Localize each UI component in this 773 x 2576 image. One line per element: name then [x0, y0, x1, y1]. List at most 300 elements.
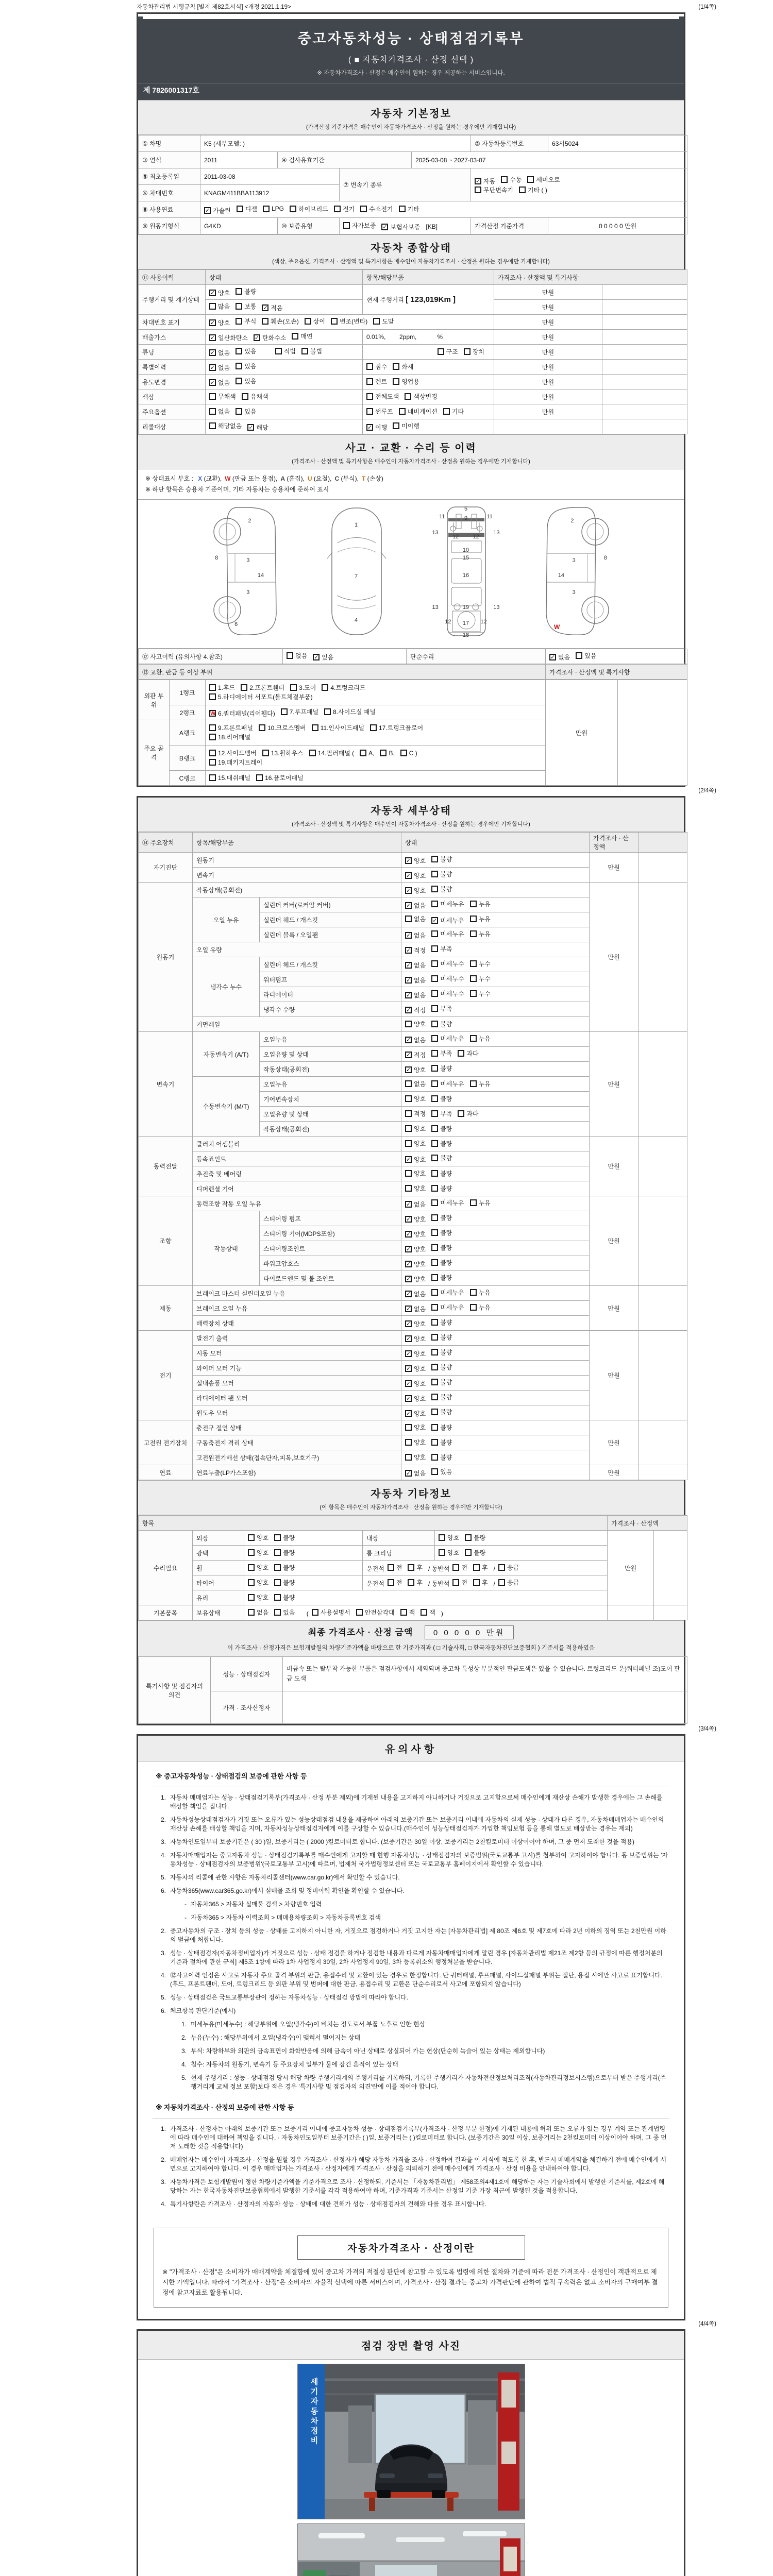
checkbox-empty-icon[interactable] [465, 1549, 472, 1556]
checkbox-empty-icon[interactable] [470, 916, 477, 922]
checkbox-checked-icon[interactable]: ✓ [210, 350, 215, 356]
checkbox-empty-icon[interactable] [366, 378, 373, 385]
checkbox-option[interactable] [324, 707, 376, 716]
checkbox-empty-icon[interactable] [366, 363, 373, 370]
checkbox-option[interactable] [431, 1258, 452, 1267]
checkbox-option[interactable] [405, 886, 426, 895]
checkbox-option[interactable] [405, 1050, 426, 1059]
checkbox-checked-icon[interactable]: ✓ [406, 888, 411, 894]
checkbox-option[interactable] [431, 1169, 452, 1178]
checkbox-option[interactable] [405, 991, 426, 999]
checkbox-empty-icon[interactable] [431, 1110, 438, 1117]
checkbox-empty-icon[interactable] [366, 408, 373, 415]
checkbox-option[interactable] [498, 1578, 519, 1587]
checkbox-option[interactable] [393, 421, 419, 430]
checkbox-empty-icon[interactable] [431, 1035, 438, 1042]
checkbox-option[interactable] [275, 347, 296, 355]
checkbox-empty-icon[interactable] [388, 1579, 394, 1586]
checkbox-option[interactable] [209, 749, 257, 757]
checkbox-option[interactable] [209, 723, 253, 732]
checkbox-option[interactable] [366, 377, 387, 386]
checkbox-option[interactable] [380, 750, 394, 757]
checkbox-empty-icon[interactable] [405, 1080, 412, 1087]
checkbox-option[interactable] [465, 1548, 485, 1557]
checkbox-option[interactable] [343, 221, 376, 230]
checkbox-option[interactable] [366, 392, 399, 401]
checkbox-option[interactable] [431, 1408, 452, 1416]
checkbox-option[interactable] [431, 1288, 464, 1297]
checkbox-option[interactable] [431, 1004, 452, 1013]
checkbox-empty-icon[interactable] [576, 652, 582, 659]
checkbox-option[interactable] [312, 1608, 350, 1617]
checkbox-empty-icon[interactable] [431, 1439, 438, 1446]
checkbox-option[interactable] [254, 333, 286, 342]
checkbox-option[interactable] [405, 392, 437, 401]
checkbox-option[interactable] [209, 733, 250, 741]
checkbox-option[interactable] [431, 1064, 452, 1073]
checkbox-empty-icon[interactable] [248, 1579, 255, 1586]
checkbox-empty-icon[interactable] [236, 363, 242, 369]
checkbox-empty-icon[interactable] [475, 187, 481, 193]
checkbox-option[interactable] [431, 959, 464, 968]
checkbox-option[interactable] [381, 223, 420, 231]
checkbox-option[interactable] [431, 1318, 452, 1327]
checkbox-option[interactable] [549, 653, 570, 662]
checkbox-option[interactable] [236, 287, 256, 296]
checkbox-checked-icon[interactable]: ✓ [550, 654, 556, 660]
checkbox-option[interactable] [452, 1578, 467, 1587]
checkbox-option[interactable] [301, 347, 322, 355]
checkbox-empty-icon[interactable] [405, 393, 411, 400]
checkbox-empty-icon[interactable] [274, 1594, 281, 1601]
checkbox-empty-icon[interactable] [431, 1214, 438, 1221]
checkbox-empty-icon[interactable] [281, 708, 288, 715]
checkbox-option[interactable] [313, 653, 333, 662]
checkbox-option[interactable] [431, 1198, 464, 1207]
checkbox-option[interactable] [470, 959, 491, 968]
checkbox-option[interactable] [334, 205, 355, 213]
checkbox-option[interactable] [431, 1154, 452, 1162]
checkbox-checked-icon[interactable]: ✓ [406, 1216, 411, 1223]
checkbox-option[interactable] [470, 914, 491, 923]
checkbox-empty-icon[interactable] [431, 945, 438, 952]
checkbox-option[interactable] [470, 1288, 491, 1297]
checkbox-option[interactable] [209, 758, 262, 767]
checkbox-empty-icon[interactable] [322, 684, 328, 691]
checkbox-empty-icon[interactable] [274, 1609, 281, 1616]
checkbox-option[interactable] [241, 683, 284, 692]
checkbox-empty-icon[interactable] [248, 1564, 255, 1571]
checkbox-option[interactable] [475, 185, 513, 194]
checkbox-option[interactable] [405, 1139, 426, 1148]
checkbox-empty-icon[interactable] [470, 1035, 477, 1042]
checkbox-option[interactable] [470, 929, 491, 938]
checkbox-empty-icon[interactable] [458, 1050, 464, 1057]
checkbox-empty-icon[interactable] [452, 1579, 459, 1586]
checkbox-empty-icon[interactable] [237, 206, 243, 212]
checkbox-empty-icon[interactable] [209, 408, 216, 415]
checkbox-empty-icon[interactable] [366, 393, 373, 400]
checkbox-empty-icon[interactable] [259, 724, 265, 731]
checkbox-empty-icon[interactable] [305, 318, 311, 325]
checkbox-checked-icon[interactable]: ✓ [406, 1381, 411, 1387]
checkbox-empty-icon[interactable] [431, 930, 438, 937]
checkbox-checked-icon[interactable]: ✓ [406, 1037, 411, 1043]
checkbox-empty-icon[interactable] [405, 1140, 412, 1147]
checkbox-empty-icon[interactable] [408, 1564, 414, 1571]
checkbox-option[interactable] [405, 901, 426, 910]
checkbox-empty-icon[interactable] [248, 1534, 255, 1541]
checkbox-checked-icon[interactable]: ✓ [210, 365, 215, 371]
checkbox-empty-icon[interactable] [405, 1424, 412, 1431]
checkbox-option[interactable] [431, 1049, 452, 1058]
checkbox-empty-icon[interactable] [431, 1005, 438, 1012]
checkbox-checked-icon[interactable]: ✓ [367, 425, 373, 431]
checkbox-empty-icon[interactable] [431, 1244, 438, 1251]
checkbox-option[interactable] [405, 961, 426, 970]
checkbox-option[interactable] [209, 709, 275, 718]
checkbox-checked-icon[interactable]: ✓ [406, 1336, 411, 1342]
checkbox-empty-icon[interactable] [263, 206, 270, 212]
checkbox-option[interactable] [356, 1608, 395, 1617]
checkbox-checked-icon[interactable]: ✓ [248, 425, 254, 431]
checkbox-checked-icon[interactable]: ✓ [406, 1157, 411, 1163]
checkbox-option[interactable] [405, 1453, 426, 1462]
checkbox-empty-icon[interactable] [209, 303, 216, 310]
checkbox-option[interactable] [408, 1563, 423, 1572]
checkbox-option[interactable] [405, 1245, 426, 1253]
checkbox-empty-icon[interactable] [292, 333, 298, 340]
checkbox-option[interactable] [405, 1184, 426, 1193]
checkbox-empty-icon[interactable] [290, 206, 296, 212]
checkbox-empty-icon[interactable] [431, 1289, 438, 1296]
checkbox-empty-icon[interactable] [527, 176, 534, 183]
checkbox-checked-icon[interactable]: ✓ [406, 1201, 411, 1208]
checkbox-option[interactable] [470, 989, 491, 998]
checkbox-option[interactable] [431, 1467, 452, 1476]
checkbox-option[interactable] [373, 317, 394, 326]
checkbox-empty-icon[interactable] [209, 750, 216, 756]
checkbox-checked-icon[interactable]: ✓ [406, 873, 411, 879]
checkbox-option[interactable] [248, 1593, 268, 1602]
checkbox-option[interactable] [400, 1608, 415, 1617]
checkbox-option[interactable] [458, 1049, 478, 1058]
checkbox-option[interactable] [475, 177, 495, 185]
checkbox-checked-icon[interactable]: ✓ [406, 858, 411, 864]
checkbox-option[interactable] [236, 317, 256, 326]
checkbox-option[interactable] [405, 1230, 426, 1239]
checkbox-checked-icon[interactable]: ✓ [382, 224, 388, 230]
checkbox-empty-icon[interactable] [431, 1409, 438, 1415]
checkbox-option[interactable] [405, 1423, 426, 1432]
checkbox-option[interactable] [439, 1548, 459, 1557]
checkbox-option[interactable] [209, 333, 248, 342]
checkbox-option[interactable] [431, 1094, 452, 1103]
checkbox-option[interactable] [281, 707, 318, 716]
checkbox-empty-icon[interactable] [470, 960, 477, 967]
checkbox-option[interactable] [405, 1079, 426, 1088]
checkbox-empty-icon[interactable] [256, 774, 263, 781]
checkbox-option[interactable] [247, 423, 268, 432]
checkbox-empty-icon[interactable] [248, 1594, 255, 1601]
checkbox-empty-icon[interactable] [431, 871, 438, 877]
checkbox-empty-icon[interactable] [443, 408, 450, 415]
checkbox-option[interactable] [274, 1608, 295, 1617]
checkbox-option[interactable] [209, 692, 313, 701]
checkbox-option[interactable] [399, 407, 438, 416]
checkbox-empty-icon[interactable] [405, 1110, 412, 1117]
checkbox-option[interactable] [438, 347, 458, 356]
checkbox-checked-icon[interactable]: ✓ [406, 933, 411, 939]
checkbox-option[interactable] [331, 317, 367, 326]
checkbox-option[interactable] [431, 916, 464, 925]
checkbox-option[interactable] [431, 1378, 452, 1386]
checkbox-empty-icon[interactable] [356, 1609, 363, 1616]
checkbox-empty-icon[interactable] [262, 750, 269, 756]
checkbox-empty-icon[interactable] [431, 856, 438, 862]
checkbox-option[interactable] [274, 1563, 295, 1572]
checkbox-checked-icon[interactable]: ✓ [314, 654, 319, 660]
checkbox-checked-icon[interactable]: ✓ [254, 335, 260, 341]
checkbox-option[interactable] [439, 1533, 459, 1542]
checkbox-option[interactable] [431, 870, 452, 878]
checkbox-option[interactable] [393, 362, 413, 371]
checkbox-empty-icon[interactable] [274, 1579, 281, 1586]
checkbox-empty-icon[interactable] [431, 1259, 438, 1266]
checkbox-option[interactable] [405, 1215, 426, 1224]
checkbox-option[interactable] [309, 749, 354, 757]
checkbox-empty-icon[interactable] [431, 960, 438, 967]
checkbox-empty-icon[interactable] [438, 348, 444, 355]
checkbox-option[interactable] [248, 1578, 268, 1587]
checkbox-option[interactable] [209, 407, 230, 416]
checkbox-empty-icon[interactable] [236, 378, 242, 384]
checkbox-empty-icon[interactable] [431, 1424, 438, 1431]
checkbox-empty-icon[interactable] [360, 206, 367, 212]
checkbox-empty-icon[interactable] [248, 1609, 255, 1616]
checkbox-empty-icon[interactable] [431, 975, 438, 982]
checkbox-checked-icon[interactable]: ✓ [406, 1052, 411, 1058]
checkbox-option[interactable] [287, 651, 307, 660]
checkbox-checked-icon[interactable]: ✓ [205, 207, 210, 214]
checkbox-option[interactable] [405, 1006, 426, 1014]
checkbox-option[interactable] [236, 302, 256, 311]
checkbox-checked-icon[interactable]: ✓ [476, 178, 481, 184]
checkbox-empty-icon[interactable] [431, 1364, 438, 1370]
checkbox-empty-icon[interactable] [236, 318, 242, 325]
checkbox-empty-icon[interactable] [470, 901, 477, 907]
checkbox-empty-icon[interactable] [301, 348, 308, 354]
checkbox-empty-icon[interactable] [393, 363, 399, 370]
checkbox-empty-icon[interactable] [470, 1304, 477, 1311]
checkbox-empty-icon[interactable] [431, 1349, 438, 1355]
checkbox-empty-icon[interactable] [275, 348, 282, 354]
checkbox-option[interactable] [204, 206, 231, 215]
checkbox-option[interactable] [405, 1036, 426, 1044]
checkbox-empty-icon[interactable] [431, 886, 438, 892]
checkbox-option[interactable] [431, 1333, 452, 1342]
checkbox-checked-icon[interactable]: ✓ [406, 1306, 411, 1312]
checkbox-option[interactable] [405, 1349, 426, 1358]
checkbox-option[interactable] [470, 1034, 491, 1043]
checkbox-option[interactable] [405, 1304, 426, 1313]
checkbox-option[interactable] [388, 1578, 402, 1587]
checkbox-empty-icon[interactable] [439, 1549, 445, 1556]
checkbox-option[interactable] [405, 976, 426, 985]
checkbox-option[interactable] [370, 723, 423, 732]
checkbox-empty-icon[interactable] [498, 1564, 505, 1571]
checkbox-option[interactable] [408, 1578, 423, 1587]
checkbox-checked-icon[interactable]: ✓ [406, 1067, 411, 1073]
checkbox-empty-icon[interactable] [262, 318, 268, 325]
checkbox-option[interactable] [405, 914, 426, 923]
checkbox-option[interactable] [366, 423, 387, 432]
checkbox-empty-icon[interactable] [421, 1609, 427, 1616]
checkbox-option[interactable] [312, 723, 364, 732]
checkbox-option[interactable] [431, 929, 464, 938]
checkbox-empty-icon[interactable] [431, 1379, 438, 1385]
checkbox-option[interactable] [470, 974, 491, 983]
checkbox-empty-icon[interactable] [241, 684, 247, 691]
checkbox-option[interactable] [431, 1393, 452, 1401]
checkbox-empty-icon[interactable] [405, 1454, 412, 1461]
checkbox-option[interactable] [473, 1578, 488, 1587]
checkbox-empty-icon[interactable] [431, 1095, 438, 1102]
checkbox-empty-icon[interactable] [439, 1534, 445, 1541]
checkbox-empty-icon[interactable] [408, 1579, 414, 1586]
checkbox-empty-icon[interactable] [473, 1579, 480, 1586]
checkbox-option[interactable] [431, 1438, 452, 1447]
checkbox-option[interactable] [576, 651, 596, 660]
checkbox-empty-icon[interactable] [431, 1229, 438, 1236]
checkbox-checked-icon[interactable]: ✓ [406, 1321, 411, 1327]
checkbox-option[interactable] [393, 377, 419, 386]
checkbox-option[interactable] [405, 1275, 426, 1283]
checkbox-empty-icon[interactable] [209, 774, 216, 781]
checkbox-option[interactable] [431, 1423, 452, 1432]
checkbox-empty-icon[interactable] [431, 1304, 438, 1311]
checkbox-checked-icon[interactable]: ✓ [406, 1231, 411, 1238]
checkbox-empty-icon[interactable] [431, 1155, 438, 1161]
checkbox-empty-icon[interactable] [431, 1199, 438, 1206]
checkbox-empty-icon[interactable] [431, 1394, 438, 1400]
checkbox-option[interactable] [405, 1290, 426, 1298]
checkbox-option[interactable] [405, 1334, 426, 1343]
checkbox-empty-icon[interactable] [470, 1199, 477, 1206]
checkbox-checked-icon[interactable]: ✓ [406, 1261, 411, 1267]
checkbox-empty-icon[interactable] [405, 916, 412, 922]
checkbox-empty-icon[interactable] [431, 1170, 438, 1177]
checkbox-empty-icon[interactable] [431, 1140, 438, 1147]
checkbox-empty-icon[interactable] [405, 1170, 412, 1177]
checkbox-empty-icon[interactable] [373, 318, 380, 325]
checkbox-empty-icon[interactable] [458, 1110, 464, 1117]
checkbox-option[interactable] [256, 773, 304, 782]
checkbox-option[interactable] [431, 1124, 452, 1133]
checkbox-option[interactable] [431, 1273, 452, 1282]
checkbox-empty-icon[interactable] [380, 750, 386, 756]
checkbox-option[interactable] [305, 317, 325, 326]
checkbox-option[interactable] [274, 1548, 295, 1557]
checkbox-option[interactable] [360, 750, 374, 757]
checkbox-empty-icon[interactable] [501, 176, 508, 183]
checkbox-empty-icon[interactable] [470, 990, 477, 997]
checkbox-option[interactable] [431, 1109, 452, 1118]
checkbox-option[interactable] [209, 289, 230, 297]
checkbox-empty-icon[interactable] [209, 393, 216, 400]
checkbox-option[interactable] [431, 1213, 452, 1222]
checkbox-option[interactable] [236, 407, 256, 416]
checkbox-option[interactable] [262, 749, 304, 757]
checkbox-option[interactable] [248, 1533, 268, 1542]
checkbox-empty-icon[interactable] [431, 1454, 438, 1461]
checkbox-option[interactable] [360, 205, 393, 213]
checkbox-empty-icon[interactable] [248, 1549, 255, 1556]
checkbox-option[interactable] [431, 989, 464, 998]
checkbox-option[interactable] [259, 723, 306, 732]
checkbox-option[interactable] [470, 900, 491, 908]
checkbox-empty-icon[interactable] [470, 1289, 477, 1296]
checkbox-option[interactable] [209, 421, 242, 430]
checkbox-option[interactable] [405, 871, 426, 880]
checkbox-checked-icon[interactable]: ✓ [210, 335, 215, 341]
checkbox-option[interactable] [366, 362, 387, 371]
checkbox-option[interactable] [405, 1065, 426, 1074]
checkbox-option[interactable] [405, 1319, 426, 1328]
checkbox-empty-icon[interactable] [470, 930, 477, 937]
checkbox-option[interactable] [209, 318, 230, 327]
checkbox-option[interactable] [405, 1379, 426, 1388]
checkbox-option[interactable] [431, 1453, 452, 1462]
checkbox-checked-icon[interactable]: ✓ [263, 305, 268, 311]
checkbox-option[interactable] [431, 855, 452, 863]
checkbox-empty-icon[interactable] [431, 1050, 438, 1057]
checkbox-checked-icon[interactable]: ✓ [406, 1007, 411, 1013]
checkbox-checked-icon[interactable]: ✓ [406, 1291, 411, 1297]
checkbox-empty-icon[interactable] [519, 187, 526, 193]
checkbox-option[interactable] [405, 856, 426, 865]
checkbox-option[interactable] [209, 392, 236, 401]
checkbox-empty-icon[interactable] [431, 1080, 438, 1087]
checkbox-empty-icon[interactable] [343, 222, 350, 229]
checkbox-empty-icon[interactable] [431, 1021, 438, 1027]
checkbox-option[interactable] [470, 1079, 491, 1088]
checkbox-checked-icon[interactable]: ✓ [406, 903, 411, 909]
checkbox-option[interactable] [431, 1139, 452, 1148]
checkbox-option[interactable] [290, 683, 316, 692]
checkbox-empty-icon[interactable] [465, 1534, 472, 1541]
checkbox-option[interactable] [431, 1228, 452, 1237]
checkbox-checked-icon[interactable]: ✓ [406, 962, 411, 969]
checkbox-option[interactable] [237, 205, 257, 213]
checkbox-empty-icon[interactable] [287, 652, 293, 659]
checkbox-empty-icon[interactable] [405, 1439, 412, 1446]
checkbox-option[interactable] [405, 946, 426, 955]
checkbox-checked-icon[interactable]: ✓ [210, 380, 215, 386]
checkbox-empty-icon[interactable] [274, 1534, 281, 1541]
checkbox-option[interactable] [431, 885, 452, 893]
checkbox-empty-icon[interactable] [393, 378, 399, 385]
damage-mark-w-icon[interactable]: W [210, 710, 216, 717]
checkbox-option[interactable] [405, 931, 426, 940]
checkbox-option[interactable] [274, 1533, 295, 1542]
checkbox-option[interactable] [236, 377, 256, 385]
checkbox-option[interactable] [248, 1563, 268, 1572]
checkbox-option[interactable] [292, 332, 312, 341]
checkbox-checked-icon[interactable]: ✓ [406, 1351, 411, 1357]
checkbox-checked-icon[interactable]: ✓ [406, 977, 411, 984]
checkbox-empty-icon[interactable] [399, 408, 406, 415]
